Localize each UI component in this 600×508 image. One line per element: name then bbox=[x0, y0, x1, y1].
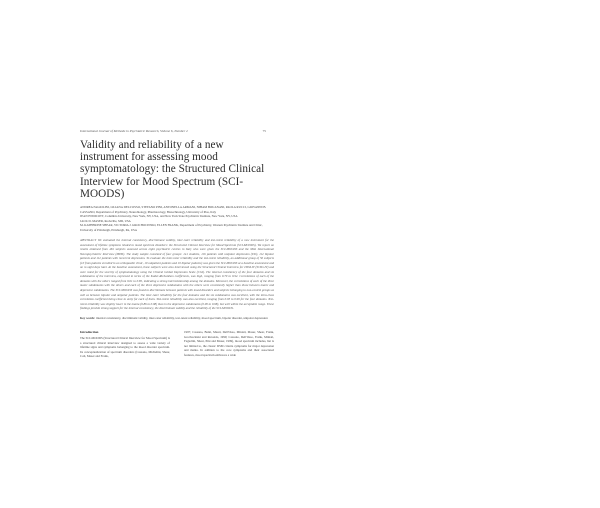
page-number: 75 bbox=[262, 129, 266, 133]
keywords-text: internal consistency, discriminant validity, inter-rater reliability, test-retest reliability, mood spectrum, bipolar disorder, unipolar depression bbox=[96, 316, 268, 320]
abstract-text: We evaluated the internal consistency, discriminant validity, inter-rater reliability and test-retest reliability of a new instrument for the assessment of lifetime symptoms related to mood spectrum disorders: the Structured Clinical Interview for Mood Spectrum (SCI-MOODS). We report on results obtained from 481 subjects assessed across eight psychiatric centres in Italy who were given the SCI-MOODS and the Mini International Neuropsychiatric Interview (MINI). The study sample consisted of four groups: 141 students, 116 patients with unipolar depression (UD), 112 bipolar patients and 112 patients with recurrent depression. To evaluate the inter-rater reliability and the test-retest reliability, an additional group of 50 subjects (10 from patients enrolled in an orthopaedic clinic, 10 outpatient patients and 10 bipolar patients) was given the SCI-MOODS at a baseline assessment and on re-sight days later. At the baseline assessment, these subjects were also interviewed using the Structured Clinical Interview for DSM-IV (SCID-IV) and were rated for the severity of symptomatology using the Clinical Global Impression Scale (CGI). The internal consistency of the four domains and six subdomains of the interview, expressed in terms of the Kuder-Richardson coefficients, was high, ranging from 0.79 to 0.92. Correlations of each of the domains with the others ranged from 0.61 to 0.85, indicating a strong interrelationship among the domains. Moreover, the correlations of each of the three manic subdomains with the others and each of the three depressive subdomains with the others were consistently higher than those between manic and depressive subdomains. The SCI-MOODS was found to discriminate between patients with mood disorders and subjects belonging to non-control groups as well as between bipolar and unipolar patients. The inter-rater reliability for the four domains and the six subdomains was excellent, with the intra-class correlation coefficient being close to unity for each of them. Test-retest reliability was also excellent, ranging from 0.93 to 0.99 for the four domains. Test-retest reliability was slightly lower in the mania (0.86 to 0.98) than in the depressive subdomains (0.90 to 0.98), but well within the acceptable range. These findings provide strong support for the internal consistency, the discriminant validity and the reliability of the SCI-MOODS. bbox=[80, 238, 274, 311]
author-group-pisa: ANDREA FAGIOLINI, LILIANA DELL'OSSO, STEFANO PINI, ANTONELLA ARMANI, NIHAM BOUANANI, PAOLA RUCCI, GIOVANNI B. CASSANO, Department of Psychiatry, Neurobiology, Pharmacology, Biotechnology, University of Pisa, Italy bbox=[80, 205, 267, 214]
keywords bbox=[80, 316, 274, 321]
author-group-rockville: JACK D. MASER, Rockville, MD, USA bbox=[80, 218, 131, 223]
abstract-label: ABSTRACT bbox=[80, 238, 97, 242]
keywords-label: Key words: bbox=[80, 316, 96, 320]
journal-name: International Journal of Methods in Psychiatric Research, Volume 6, Number 2 bbox=[80, 129, 188, 133]
paper-title: Validity and reliability of a new instrument for assessing mood symptomatology: the Structured Clinical Interview for Mood Spectrum (SCI-MOODS) bbox=[80, 139, 265, 200]
introduction-left-column: The SCI-MOODS (Structured Clinical Interview for Mood Spectrum) is a structured clinical interview designed to assess a wide variety of lifetime signs and symptoms belonging to the mood disorder spectrum. Its conceptualization of spectrum disorders (Cassano, Michelini, Shear, Coli, Maser and Frank, bbox=[80, 336, 170, 359]
abstract bbox=[80, 238, 274, 311]
introduction-heading: Introduction bbox=[80, 330, 99, 334]
running-header bbox=[80, 130, 266, 133]
author-affiliations bbox=[80, 205, 274, 233]
author-group-pittsburgh: M. KATHERINE SHEAR, VICTORIA J. GROCHOCINSKI, ELLEN FRANK, Department of Psychiatry, Western Psychiatric Institute and Clinic, University of Pittsburgh, Pittsburgh, PA, USA bbox=[80, 223, 263, 232]
introduction-right-column: 1997; Cassano, Banti, Mauri, Dell'Osso, Miniati, Maser, Shear, Frank, Grochocinski and Rotondo, 1999; Cassano, Dell'Osso, Frank, Miniati, Fagiolini, Shear, Pini and Maser, 1999), mood spectrum includes, but is not limited to, the classic DSM criteria symptoms for major depression and mania. In addition to the core symptoms and their associated features, mood spectrum embraces a wide bbox=[184, 330, 274, 357]
author-group-columbia: JEAN ENDICOTT, Columbia University, New York, NY, USA, and New York State Psychiatric Institute, New York, NY, USA bbox=[80, 214, 238, 219]
